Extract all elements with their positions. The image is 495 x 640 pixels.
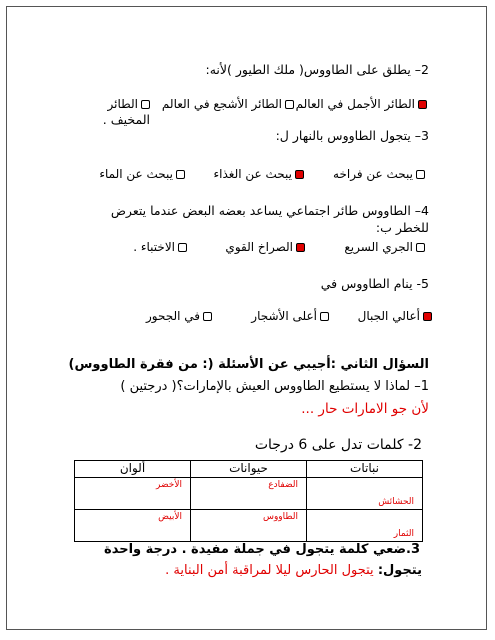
checkbox[interactable] <box>176 170 185 179</box>
checkbox[interactable] <box>285 100 294 109</box>
q2-option-2[interactable]: الطائر الأشجع في العالم <box>162 97 294 111</box>
q3-option-1[interactable]: يبحث عن فراخه <box>333 167 425 181</box>
section2-q1: 1– لماذا لا يستطيع الطاووس العيش بالإمارات؟( درجتين ) <box>120 379 429 394</box>
q2-text: 2– يطلق على الطاووس( ملك الطيور )لأنه: <box>205 62 429 77</box>
checkbox[interactable] <box>423 312 432 321</box>
section2-q2: 2- كلمات تدل على 6 درجات <box>254 437 422 453</box>
table-cell: الحشائش <box>307 478 423 510</box>
table-cell: الأخضر <box>75 478 191 510</box>
q2-option-3[interactable]: الطائر <box>108 97 150 111</box>
q4-line-2: للخطر ب: <box>375 220 429 235</box>
q4-option-1[interactable]: الجري السريع <box>344 240 425 254</box>
section2-a1: لأن جو الامارات حار ... <box>301 401 429 417</box>
q3-option-2[interactable]: يبحث عن الغذاء <box>214 167 304 181</box>
q5-option-2[interactable]: أعلى الأشجار <box>251 309 329 323</box>
words-table <box>74 460 423 542</box>
q5-option-3[interactable]: في الجحور <box>146 309 212 323</box>
a3-label: يتجول: <box>377 563 422 578</box>
checkbox[interactable] <box>141 100 150 109</box>
q2-option-1[interactable]: الطائر الأجمل في العالم <box>296 97 427 111</box>
table-cell: الأبيض <box>75 510 191 542</box>
q3-text: 3– يتجول الطاووس بالنهار ل: <box>275 128 429 143</box>
table-cell: الضفادع <box>191 478 307 510</box>
table-row <box>75 510 423 542</box>
checkbox[interactable] <box>418 100 427 109</box>
checkbox[interactable] <box>178 243 187 252</box>
table-header-row <box>75 461 423 478</box>
table-cell: الطاووس <box>191 510 307 542</box>
q4-option-2[interactable]: الصراخ القوي <box>225 240 305 254</box>
section2-title: السؤال الثاني :أجيبي عن الأسئلة (: من فقرة الطاووس) <box>68 357 429 372</box>
table-header: نباتات <box>307 461 423 478</box>
checkbox[interactable] <box>296 243 305 252</box>
checkbox[interactable] <box>295 170 304 179</box>
q3-option-3[interactable]: يبحث عن الماء <box>99 167 185 181</box>
q5-option-1[interactable]: أعالي الجبال <box>358 309 432 323</box>
checkbox[interactable] <box>320 312 329 321</box>
q5-text: 5- ينام الطاووس في <box>320 276 429 291</box>
q2-wrap: المخيف . <box>102 112 150 127</box>
section2-q3: 3.ضعي كلمة يتجول في جملة مفيدة . درجة واحدة <box>104 542 420 557</box>
q4-option-3[interactable]: الاختباء . <box>133 240 187 254</box>
table-header: ألوان <box>75 461 191 478</box>
checkbox[interactable] <box>203 312 212 321</box>
section2-a3 <box>165 563 422 578</box>
checkbox[interactable] <box>416 170 425 179</box>
table-row <box>75 478 423 510</box>
checkbox[interactable] <box>416 243 425 252</box>
a3-text: يتجول الحارس ليلا لمراقبة أمن البناية . <box>165 563 374 578</box>
table-header: حيوانات <box>191 461 307 478</box>
q4-line-1: 4– الطاووس طائر اجتماعي يساعد بعضه البعض عندما يتعرض <box>110 203 429 218</box>
table-cell: الثمار <box>307 510 423 542</box>
